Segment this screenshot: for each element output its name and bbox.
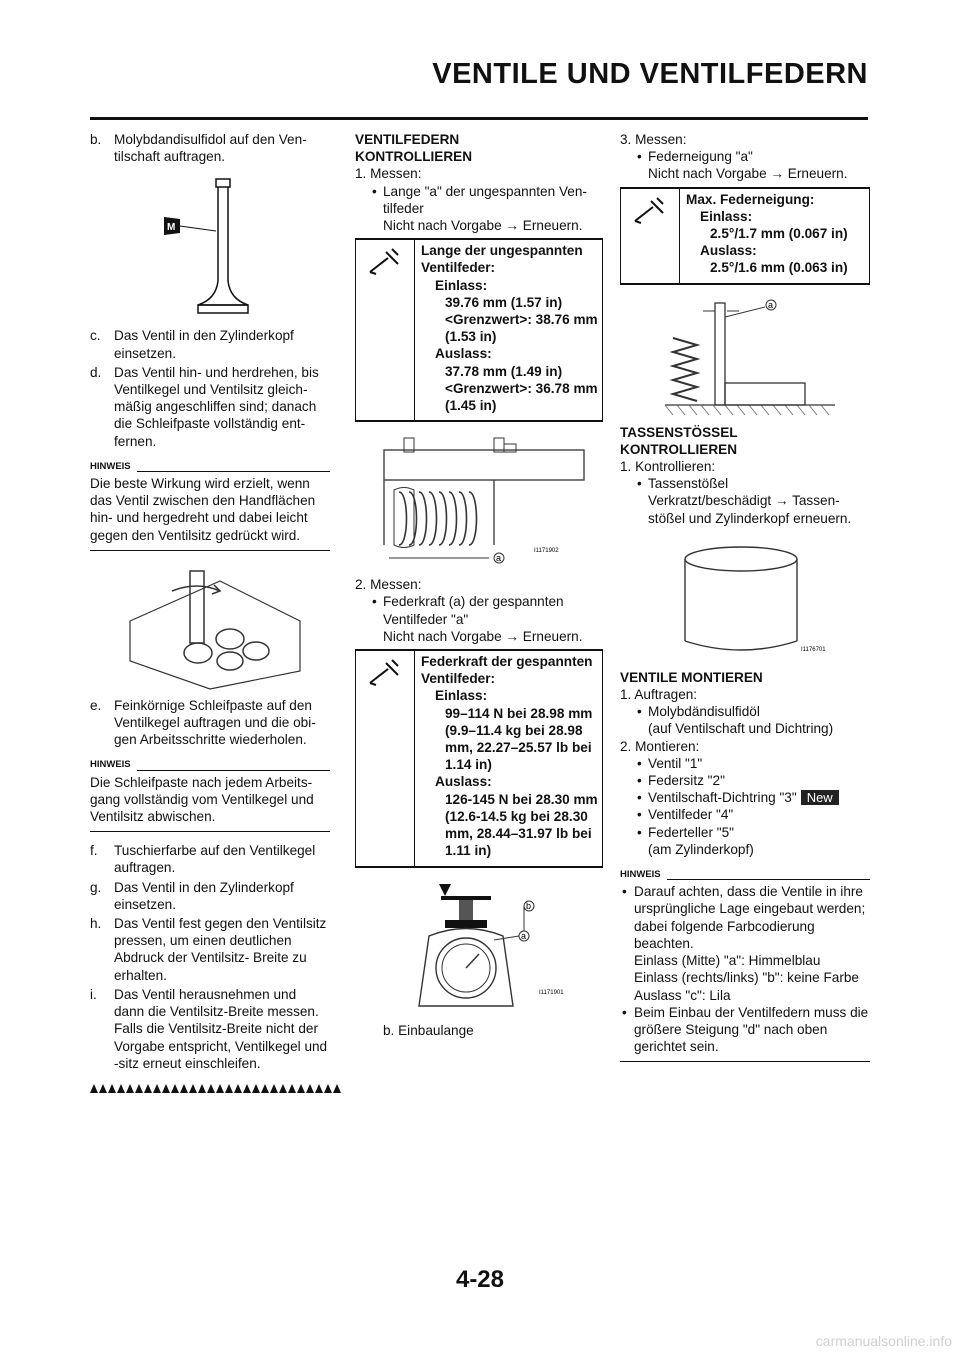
step-1: 1. Messen: [355, 166, 422, 182]
end-of-section-marker [90, 1084, 330, 1093]
spec-value: 2.5°/1.7 mm (0.067 in) [710, 226, 848, 242]
action-text: Nicht nach Vorgabe → Erneuern. [383, 218, 583, 234]
spec-icon [356, 651, 415, 865]
hinweis-header: HINWEIS [620, 866, 870, 883]
step-i: i. Das Ventil herausnehmen und dann die Ventilsitz-Breite messen. Falls die Ventilsitz-Breite nicht der Vorgabe entspricht, Ventilkegel und -sitz erneut einschleifen. [90, 986, 328, 1071]
figure-label: a [521, 930, 527, 941]
step-1: 1. Kontrollieren: [620, 459, 716, 475]
hinweis-body: Die beste Wirkung wird erzielt, wenn das Ventil zwischen den Handflächen hin- und hergedreht und dabei leicht gegen den Ventilsitz gedrückt wird. [90, 475, 330, 551]
color-code-line: Einlass (rechts/links) "b": keine Farbe [634, 970, 859, 986]
bullet-item: • Ventil "1" [620, 755, 870, 772]
step-1: 1. Auftragen: [620, 687, 698, 703]
step-f: f. Tuschierfarbe auf den Ventilkegel auftragen. [90, 843, 316, 876]
figure-label: a [496, 553, 502, 564]
moly-mark: M [167, 222, 176, 234]
step-h: h. Das Ventil fest gegen den Ventilsitz pressen, um einen deutlichen Abdruck der Ventilsitz- Breite zu erhalten. [90, 916, 327, 983]
spec-icon [356, 240, 415, 420]
figure-code: I1171901 [539, 989, 564, 996]
action-text: Nicht nach Vorgabe → Erneuern. [383, 628, 583, 644]
spec-limit: <Grenzwert>: 36.78 mm (1.45 in) [445, 380, 598, 414]
column-3 [620, 131, 870, 1072]
step-e: e. Feinkörnige Schleifpaste auf den Ventilkegel auftragen und die obigen Arbeitsschritte wiederholen. [90, 697, 316, 748]
new-badge: New [801, 790, 839, 805]
bullet-item: • Tassenstößel [620, 475, 870, 492]
action-text: Nicht nach Vorgabe → Erneuern. [648, 166, 848, 182]
spec-value: 126-145 N bei 28.30 mm (12.6-14.5 kg bei 28.30 mm, 28.44–31.97 lb bei 1.11 in) [445, 791, 598, 859]
spec-box-free-length [355, 238, 603, 422]
bullet-item: • Molybdändisulfidöl [620, 703, 870, 720]
bullet-item: • Federkraft (a) der gespannten Ventilfeder "a" [355, 593, 603, 627]
column-2 [355, 131, 603, 1039]
bullet-item: • Federsitz "2" [620, 772, 870, 789]
bullet-item: • Ventilfeder "4" [620, 806, 870, 823]
lapping-figure [110, 561, 310, 691]
spec-auslass: Auslass: [435, 346, 492, 362]
bullet-item: • Darauf achten, dass die Ventile in ihre ursprüngliche Lage eingebaut werden; dabei folgende Farbcodierung beachten. [620, 883, 870, 952]
bullet-item: • Beim Einbau der Ventilfedern muss die größere Steigung "d" nach oben gerichtet sein. [620, 1004, 870, 1056]
section-heading: KONTROLLIEREN [620, 441, 738, 457]
spring-scale-figure [379, 876, 579, 1016]
note-text: (am Zylinderkopf) [648, 841, 754, 857]
valve-figure [150, 171, 270, 321]
spec-box-spring-force [355, 649, 603, 867]
hinweis-header: HINWEIS [90, 458, 330, 475]
spec-box-tilt [620, 187, 870, 285]
spec-einlass: Einlass: [435, 688, 488, 704]
bullet-item: • Federneigung "a" [620, 148, 870, 165]
spec-limit: <Grenzwert>: 38.76 mm (1.53 in) [445, 312, 598, 345]
page-title: VENTILE UND VENTILFEDERN [432, 58, 868, 90]
step-g: g. Das Ventil in den Zylinderkopf einsetzen. [90, 879, 294, 912]
spec-title: Federkraft der gespannten Ventilfeder: [421, 654, 593, 687]
hinweis-header: HINWEIS [90, 756, 330, 773]
watermark: carmanualsonline.info [815, 1333, 952, 1349]
wrench-icon [368, 657, 402, 687]
step-2: 2. Messen: [355, 577, 422, 593]
spec-einlass: Einlass: [435, 277, 488, 293]
spec-auslass: Auslass: [435, 774, 492, 790]
figure-label: a [768, 299, 774, 310]
wrench-icon [368, 246, 402, 276]
spec-value: 39.76 mm (1.57 in) [445, 294, 563, 310]
section-heading: KONTROLLIEREN [355, 149, 473, 165]
wrench-icon [633, 195, 667, 225]
step-2: 2. Montieren: [620, 738, 700, 754]
spec-value: 99–114 N bei 28.98 mm (9.9–11.4 kg bei 28.98 mm, 22.27–25.57 lb bei 1.14 in) [445, 705, 593, 773]
bullet-item: • Federteller "5" [620, 824, 870, 841]
step-d: d. Das Ventil hin- und herdrehen, bis Ventilkegel und Ventilsitz gleichmäßig angeschliffen sind; danach die Schleifpaste vollständig entfernen. [90, 364, 319, 449]
spec-einlass: Einlass: [700, 208, 753, 224]
caliper-figure [364, 430, 594, 570]
bullet-item: • Lange "a" der ungespannten Ventilfeder [355, 183, 603, 217]
spec-title: Max. Federneigung: [686, 191, 815, 207]
spec-value: 2.5°/1.6 mm (0.063 in) [710, 260, 848, 276]
step-3: 3. Messen: [620, 132, 687, 147]
figure-label: b [526, 900, 532, 911]
figure-code: I1176701 [801, 646, 826, 653]
page-number: 4-28 [455, 1266, 505, 1293]
title-rule [90, 117, 868, 120]
spec-auslass: Auslass: [700, 243, 757, 259]
tappet-figure [645, 533, 845, 663]
caption: b. Einbaulange [383, 1022, 474, 1038]
spec-value: 37.78 mm (1.49 in) [445, 363, 563, 379]
step-c: c. Das Ventil in den Zylinderkopf einsetzen. [90, 328, 294, 361]
column-1 [90, 131, 330, 1093]
section-heading: TASSENSTÖSSEL [620, 424, 738, 440]
step-b: b. Molybdandisulfidol auf den Ventilschaft auftragen. [90, 132, 307, 165]
spring-tilt-figure [645, 293, 845, 418]
color-code-line: Auslass "c": Lila [634, 987, 731, 1003]
action-text: Verkratzt/beschädigt → Tassenstößel und Zylinderkopf erneuern. [648, 493, 852, 526]
bullet-item: • Ventilschaft-Dichtring "3" New [620, 789, 870, 806]
spec-title: Lange der ungespannten Ventilfeder: [421, 243, 583, 276]
hinweis-body [620, 883, 870, 1062]
color-code-line: Einlass (Mitte) "a": Himmelblau [634, 953, 821, 969]
section-heading: VENTILFEDERN [355, 132, 460, 147]
note-text: (auf Ventilschaft und Dichtring) [648, 721, 834, 737]
hinweis-body: Die Schleifpaste nach jedem Arbeitsgang vollständig vom Ventilkegel und Ventilsitz abwischen. [90, 774, 330, 833]
figure-code: I1171902 [534, 548, 559, 555]
section-heading: VENTILE MONTIEREN [620, 669, 763, 685]
spec-icon [621, 189, 680, 283]
